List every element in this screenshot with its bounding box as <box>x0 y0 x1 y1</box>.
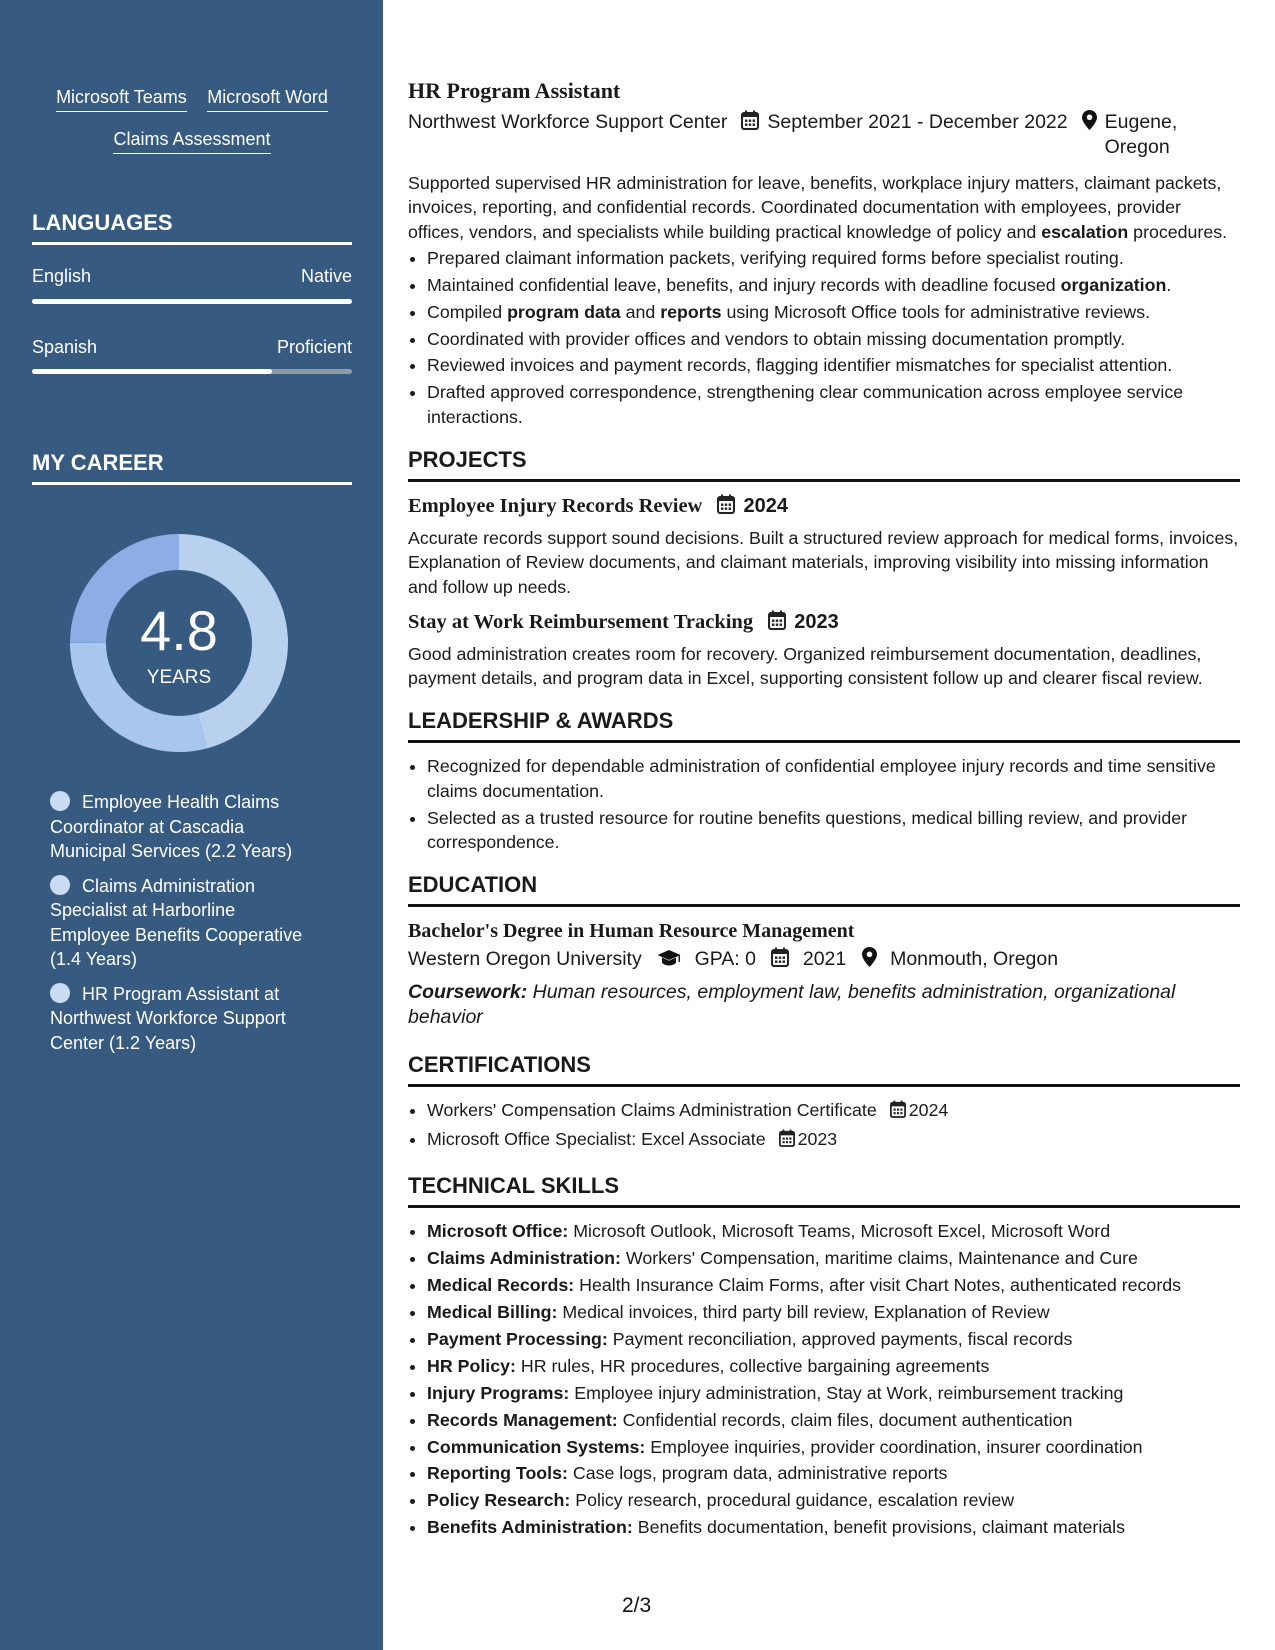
job-bullets <box>408 246 1240 429</box>
project-title: Stay at Work Reimbursement Tracking <box>408 610 754 633</box>
career-total-value: 4.8 <box>140 599 218 662</box>
coursework-text: Human resources, employment law, benefits administration, organizational behavior <box>408 981 1176 1029</box>
skill-values: Case logs, program data, administrative reports <box>567 1463 948 1484</box>
page-number: 2/3 <box>622 1594 652 1617</box>
job-dates: September 2021 - December 2022 <box>767 111 1068 133</box>
skill-category: Medical Billing: <box>427 1302 558 1323</box>
project-description: Accurate records support sound decisions. Built a structured review approach for medical forms, invoices, Explanation of Review documents, and claimant materials, improving visibility into missing information and follow up needs. <box>408 527 1239 597</box>
item-bold: organization <box>1060 274 1167 295</box>
career-item <box>50 790 320 864</box>
list-item <box>427 273 1240 297</box>
graduation-year: 2021 <box>802 948 847 971</box>
item-bold: reports <box>660 301 722 322</box>
skill-tag: Microsoft Teams <box>56 86 187 112</box>
career-heading: MY CAREER <box>32 450 352 485</box>
certification-year: 2023 <box>797 1129 838 1150</box>
projects-heading: PROJECTS <box>408 447 1240 482</box>
career-item-text: Claims Administration Specialist at Harborline Employee Benefits Cooperative (1.4 Years) <box>50 875 303 969</box>
skill-category: Policy Research: <box>427 1490 571 1511</box>
school-location: Monmouth, Oregon <box>890 948 1059 971</box>
skill-values: Employee injury administration, Stay at Work, reimbursement tracking <box>569 1382 1124 1403</box>
career-donut-chart <box>66 530 292 756</box>
language-proficiency-fill <box>32 369 272 374</box>
calendar-icon <box>779 1129 795 1153</box>
skill-values: Payment reconciliation, approved payments, fiscal records <box>607 1328 1073 1349</box>
skill-values: HR rules, HR procedures, collective bargaining agreements <box>515 1355 990 1376</box>
item-text: . <box>1166 274 1172 295</box>
job-title: HR Program Assistant <box>408 78 621 103</box>
list-item <box>427 1098 1240 1124</box>
skill-values: Policy research, procedural guidance, escalation review <box>570 1490 1015 1511</box>
graduation-cap-icon <box>657 947 681 975</box>
skill-tag: Microsoft Word <box>207 86 328 112</box>
calendar-icon <box>768 610 786 638</box>
career-total-unit: YEARS <box>146 667 212 688</box>
language-proficiency-bar <box>32 369 352 374</box>
job-company: Northwest Workforce Support Center <box>408 111 728 133</box>
skill-category: Injury Programs: <box>427 1382 570 1403</box>
certification-name: Workers' Compensation Claims Administration Certificate <box>427 1100 877 1121</box>
summary-text: Supported supervised HR administration for leave, benefits, workplace injury matters, claimant packets, invoices, reporting, and confidential records. Coordinated documentation with employees, provider offices, vendors, and specialists while building practical knowledge of policy and <box>408 173 1222 242</box>
project-year: 2024 <box>743 494 788 517</box>
skill-values: Health Insurance Claim Forms, after visit Chart Notes, authenticated records <box>574 1275 1182 1296</box>
certifications-list <box>408 1098 1240 1153</box>
language-name: English <box>32 266 92 286</box>
bullet-dot-icon <box>50 875 70 895</box>
project-year: 2023 <box>794 610 839 633</box>
skill-tag: Claims Assessment <box>113 128 270 154</box>
skill-category: Benefits Administration: <box>427 1517 633 1538</box>
languages-heading: LANGUAGES <box>32 210 352 245</box>
skill-category: Claims Administration: <box>427 1248 621 1269</box>
sidebar <box>0 0 383 1650</box>
skill-values: Medical invoices, third party bill review, Explanation of Review <box>557 1302 1050 1323</box>
language-row <box>32 266 352 287</box>
bullet-dot-icon <box>50 791 70 811</box>
project-item <box>408 493 1240 599</box>
leadership-heading: LEADERSHIP & AWARDS <box>408 708 1240 743</box>
language-proficiency-fill <box>32 299 352 304</box>
list-item: • Reviewed invoices and payment records, flagging identifier mismatches for specialist attention. <box>427 353 1240 377</box>
item-text: Maintained confidential leave, benefits, and injury records with deadline focused <box>427 274 1061 295</box>
list-item <box>427 1327 1240 1351</box>
skills-list <box>408 1219 1240 1539</box>
skill-values: Benefits documentation, benefit provisions, claimant materials <box>632 1517 1126 1538</box>
language-row <box>32 337 352 358</box>
list-item <box>427 1300 1240 1324</box>
job-location <box>1105 110 1178 159</box>
list-item <box>427 1219 1240 1243</box>
list-item <box>427 1435 1240 1459</box>
project-title-row <box>408 493 1240 522</box>
skill-category: Records Management: <box>427 1409 618 1430</box>
list-item: • Drafted approved correspondence, strengthening clear communication across employee service interactions. <box>427 380 1240 429</box>
skill-category: Medical Records: <box>427 1275 575 1296</box>
list-item: • Coordinated with provider offices and vendors to obtain missing documentation promptly. <box>427 327 1240 351</box>
career-item-text: Employee Health Claims Coordinator at Cascadia Municipal Services (2.2 Years) <box>50 792 293 861</box>
language-level: Native <box>300 266 352 286</box>
education-heading: EDUCATION <box>408 872 1240 907</box>
main-content <box>408 76 1240 1542</box>
calendar-icon <box>890 1100 906 1124</box>
summary-text: procedures. <box>1128 221 1228 242</box>
career-list <box>50 790 320 1065</box>
project-title-row <box>408 609 1240 638</box>
project-title: Employee Injury Records Review <box>408 494 703 517</box>
list-item: • Recognized for dependable administration of confidential employee injury records and time sensitive claims documentation. <box>427 754 1240 803</box>
career-item <box>50 982 320 1056</box>
list-item <box>427 1461 1240 1485</box>
technical-skills-heading: TECHNICAL SKILLS <box>408 1173 1240 1208</box>
list-item <box>427 1354 1240 1378</box>
job-summary <box>408 171 1240 244</box>
list-item <box>427 1273 1240 1297</box>
job-meta <box>408 110 1240 159</box>
list-item <box>427 1488 1240 1512</box>
coursework <box>408 980 1240 1030</box>
skill-category: Microsoft Office: <box>427 1221 569 1242</box>
language-name: Spanish <box>32 337 98 357</box>
bullet-dot-icon <box>50 983 70 1003</box>
calendar-icon <box>717 494 735 522</box>
list-item <box>427 1515 1240 1539</box>
language-proficiency-bar <box>32 299 352 304</box>
skill-values: Confidential records, claim files, document authentication <box>617 1409 1073 1430</box>
skill-category: Reporting Tools: <box>427 1463 568 1484</box>
language-level: Proficient <box>276 337 352 357</box>
skill-category: Payment Processing: <box>427 1328 608 1349</box>
list-item <box>427 1127 1240 1153</box>
item-text: using Microsoft Office tools for administrative reviews. <box>721 301 1151 322</box>
job-location-line: Eugene, <box>1104 111 1178 133</box>
item-text: Compiled <box>427 301 508 322</box>
certification-name: Microsoft Office Specialist: Excel Associate <box>427 1129 766 1150</box>
list-item <box>427 1246 1240 1270</box>
item-text: and <box>620 301 661 322</box>
skill-values: Microsoft Outlook, Microsoft Teams, Microsoft Excel, Microsoft Word <box>568 1221 1111 1242</box>
skill-category: Communication Systems: <box>427 1436 646 1457</box>
coursework-label: Coursework: <box>408 981 528 1004</box>
map-pin-icon <box>862 947 877 975</box>
gpa: GPA: 0 <box>694 948 756 971</box>
list-item: • Prepared claimant information packets, verifying required forms before specialist routing. <box>427 246 1240 270</box>
list-item: • Selected as a trusted resource for routine benefits questions, medical billing review, and provider correspondence. <box>427 806 1240 855</box>
project-item <box>408 609 1240 691</box>
leadership-list <box>408 754 1240 854</box>
skill-values: Employee inquiries, provider coordination, insurer coordination <box>645 1436 1143 1457</box>
career-item <box>50 874 320 972</box>
degree-title: Bachelor's Degree in Human Resource Management <box>408 920 855 943</box>
certifications-heading: CERTIFICATIONS <box>408 1052 1240 1087</box>
skill-category: HR Policy: <box>427 1355 516 1376</box>
item-bold: program data <box>507 301 621 322</box>
calendar-icon <box>771 947 789 975</box>
calendar-icon <box>741 110 759 159</box>
education-meta <box>408 945 1240 975</box>
map-pin-icon <box>1082 110 1097 159</box>
list-item <box>427 300 1240 324</box>
summary-bold: escalation <box>1041 221 1129 242</box>
job-location-line: Oregon <box>1104 135 1170 158</box>
school-name: Western Oregon University <box>408 948 642 971</box>
project-description: Good administration creates room for recovery. Organized reimbursement documentation, deadlines, payment details, and program data in Excel, supporting consistent follow up and clearer fiscal review. <box>408 643 1203 689</box>
list-item <box>427 1381 1240 1405</box>
certification-year: 2024 <box>908 1100 949 1121</box>
list-item <box>427 1408 1240 1432</box>
skill-values: Workers' Compensation, maritime claims, Maintenance and Cure <box>620 1248 1138 1269</box>
skill-tags <box>32 86 352 170</box>
career-item-text: HR Program Assistant at Northwest Workforce Support Center (1.2 Years) <box>50 983 286 1053</box>
